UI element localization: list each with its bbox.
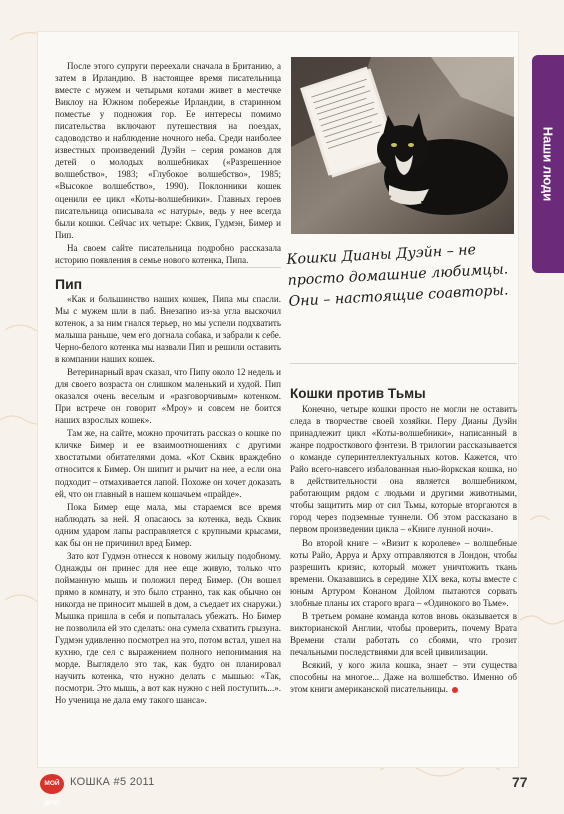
left-column [55,60,281,707]
section-tab-label: Наши люди [540,126,556,202]
paragraph-text: Всякий, у кого жила кошка, знает – эти существа способны на многое... Даже на волшебство. Именно об этом книги американской писательницы. [290,659,517,695]
cat-photo-illustration [291,57,514,234]
paragraph: «Как и большинство наших кошек, Пипа мы спасли. Мы с мужем шли в паб. Внезапно из-за угла выскочил котенок, а за ним гнался терьер, но мы успели подхватить малыша раньше, чем его догнала собака, и забрали к себе. Черно-белого котенка мы назвали Пип и решили оставить в компании наших кошек. [55,293,281,365]
page-number: 77 [512,774,528,790]
paragraph-last [290,659,517,695]
end-mark-icon [452,687,458,693]
paragraph: Пока Бимер еще мала, мы стараемся все время наблюдать за ней. Я опасаюсь за котенка, ведь Сквик одним ударом лапы расправляется с крупными крысами, как бы он не причинил вред Бимер. [55,501,281,548]
section-heading-pip: Пип [55,267,281,292]
pull-quote: Кошки Дианы Дуэйн – не просто домашние любимцы. Они – настоящие соавторы. [286,242,509,310]
right-column [290,386,517,696]
footer [0,771,564,807]
paragraph: В третьем романе команда котов вновь оказывается в викторианской Англии, чтобы проверить, почему Врата Времени стали работать со сбоями, что грозит печальными последствиями для всей цивилизации. [290,610,517,657]
paragraph: Там же, на сайте, можно прочитать рассказ о кошке по кличке Бимер и ее взаимоотношениях с другими хвостатыми обитателями дома. «Кот Сквик враждебно относится к Бимер. Он шипит и рычит на нее, а если она подходит – отмахивается лапой. Похоже он хочет доказать ей, что он главный в нашем кошачьем «прайде». [55,428,281,499]
section-heading-cats: Кошки против Тьмы [290,386,426,401]
paragraph: Конечно, четыре кошки просто не могли не оставить следа в творчестве своей хозяйки. Перу Дианы Дуэйн принадлежит цикл «Коты-волшебники», написанный в жанре подросткового фэнтези. В трилогии рассказывается о команде суперинтеллектуальных котов. Кажется, что Райо всего-навсего избалованная нью-йоркская кошка, но в действительности она является волшебником, работающим рядом с людьми и другими животными, чтобы защитить мир от сил Тьмы, которые вторгаются в город через подземные туннели. Об этом рассказано в первом произведении цикла – «Книге лунной ночи». [290,404,517,535]
magazine-issue: КОШКА #5 2011 [70,776,155,788]
section-tab [532,55,564,273]
paragraph: Ветеринарный врач сказал, что Пипу около 12 недель и для своего возраста он слишком маленький и худой. Пип оказался очень веселым и «разговорчивым» котенком. При встрече он говорит «Мроу» и совсем не боится наших взрослых кошек». [55,367,281,426]
divider [290,363,517,364]
paragraph: На своем сайте писательница подробно рассказала историю появления в семье нового котенка, Пипа. [55,242,281,265]
paragraph: Зато кот Гудмэн отнесся к новому жильцу подобному. Однажды он принес для нее еще живую, только что пойманную мышь и положил перед Бимер. (Он вошел прямо в комнату, и это было странно, так как обычно он никогда не приносит мышей в дом, а съедает их снаружи.) Мышка пришла в себя и попыталась убежать. Но Бимер не позволила ей это сделать: она сумела схватить грызуна. Гудмэн удивленно посмотрел на это, потом встал, ушел на кухню, где сел с выражением полного непонимания на морде. Выглядело это так, как будто он планировал научить котенка, что нужно делать с мышью: «Так, посмотри. Это мышь, а вот как нужно с ней поступить...». Но ученица не дала ему такого шанса». [55,550,281,706]
cat-photo [291,57,514,234]
magazine-logo: МОЙ ДРУГ [40,774,64,794]
paragraph: После этого супруги переехали сначала в Британию, а затем в Ирландию. В настоящее время писательница вместе с мужем и четырьмя котами живет в местечке Виклоу на Южном побережье Ирландии, в старинном поместье у подножия гор. Ее интересы помимо писательства включают путешествия на поездах, садоводство и наблюдение ночного неба. Среди наиболее известных произведений Дуэйн – серия романов для детей о молодых волшебниках («Разрешенное волшебство», 1983; «Глубокое волшебство», 1985; «Высокое волшебство», 1990). Поклонники кошек оценили ее цикл «Коты-волшебники». Главных героев писательница описывала «с натуры», ведь у нее всегда были кошки. Сейчас их четыре: Сквик, Гудмэн, Бимер и Пип. [55,61,281,240]
paragraph: Во второй книге – «Визит к королеве» – волшебные коты Райо, Арруа и Арху отправляются в Лондон, чтобы разрешить кризис, который может уничтожить ткань времени. Оказавшись в середине XIX века, коты вместе с юным Артуром Конаном Дойлом пытаются сорвать злобные планы их старого врага – «Одинокого во Тьме». [290,537,517,608]
